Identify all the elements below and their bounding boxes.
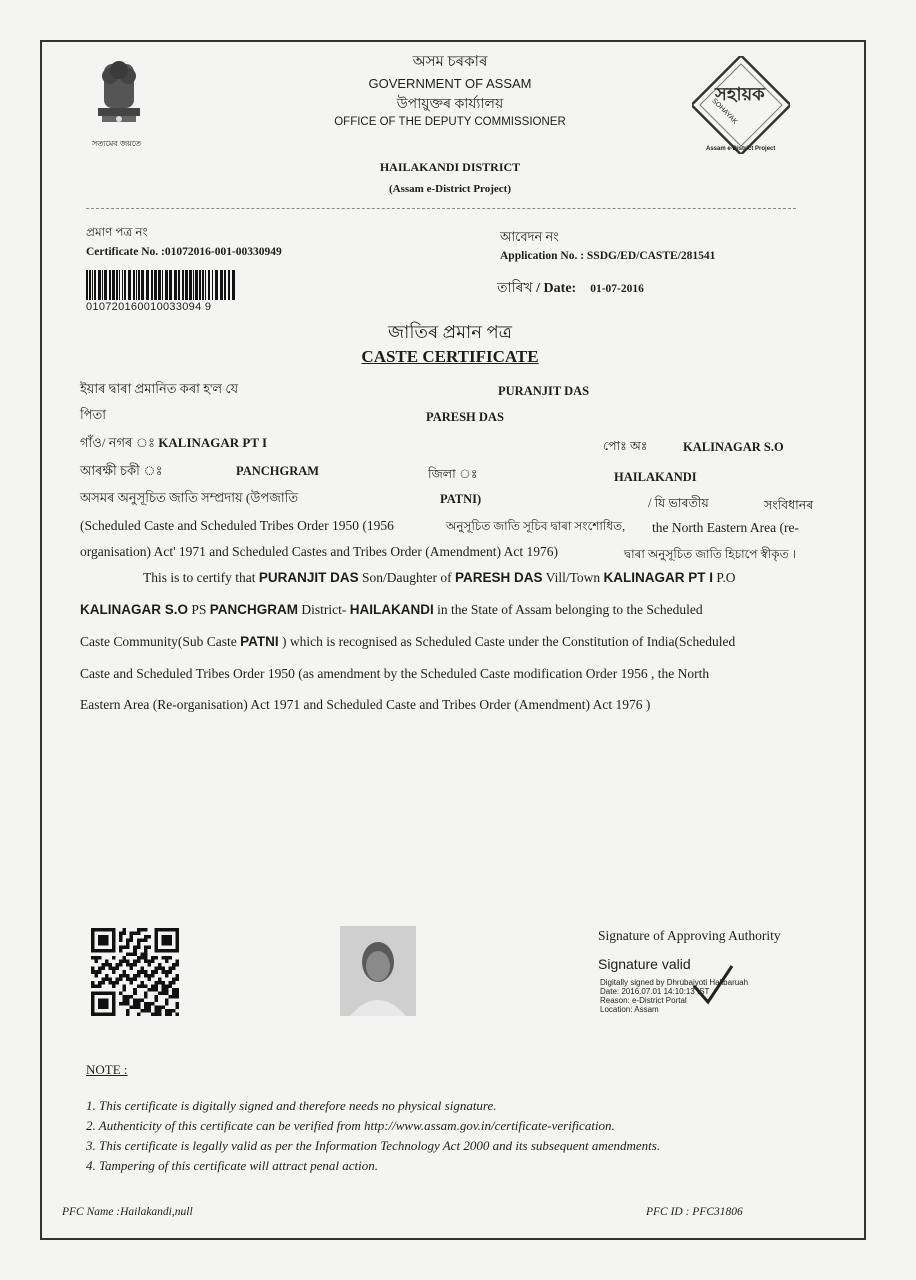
- subcaste-label: অসমৰ অনুসূচিত জাতি সম্প্ৰদায় (উপজাতি: [80, 490, 299, 505]
- emblem-motto: সত্যমেব জয়তে: [92, 139, 142, 148]
- body-line3: Caste Community(Sub Caste PATNI ) which is recognised as Scheduled Caste under the Constitution of India(Scheduled: [80, 634, 736, 649]
- govt-english: GOVERNMENT OF ASSAM: [368, 76, 532, 91]
- body-line5: Eastern Area (Re-organisation) Act 1971 and Scheduled Caste and Tribes Order (Amendment) Act 1976 ): [80, 697, 651, 712]
- ps-value: PANCHGRAM: [236, 464, 320, 478]
- project-title: (Assam e-District Project): [389, 183, 511, 195]
- approving-authority-label: Signature of Approving Authority: [598, 928, 781, 943]
- order-line1c: the North Eastern Area (re-: [652, 520, 799, 535]
- note-4: 4. Tampering of this certificate will attract penal action.: [86, 1158, 379, 1173]
- district-label: জিলা ঃ: [428, 467, 478, 481]
- logo-caption: Assam e-District Project: [706, 146, 776, 152]
- village-field: গাঁও/ নগৰ ঃ KALINAGAR PT I: [80, 435, 268, 450]
- app-no-assamese: আবেদন নং: [500, 229, 559, 244]
- title-assamese: জাতিৰ প্ৰমান পত্ৰ: [388, 322, 512, 342]
- title-english: CASTE CERTIFICATE: [361, 347, 539, 366]
- check-mark-icon: [690, 962, 736, 1008]
- note-2: 2. Authenticity of this certificate can be verified from http://www.assam.gov.in/certificate-verification.: [86, 1118, 615, 1133]
- logo-subtext: SOHAYAK: [710, 97, 739, 126]
- barcode-icon: [86, 270, 236, 300]
- govt-assamese: অসম চৰকাৰ: [412, 54, 488, 70]
- indian-label: / যি ভাৰতীয়: [648, 496, 709, 510]
- po-label: পোঃ অঃ: [603, 439, 648, 453]
- applicant-photo: [340, 926, 416, 1016]
- father-value: PARESH DAS: [426, 410, 504, 424]
- signature-valid: Signature valid: [598, 956, 691, 972]
- logo-text: সহায়ক: [715, 84, 765, 104]
- office-assamese: উপায়ুক্তৰ কাৰ্য্যালয়: [396, 97, 504, 112]
- constitution-label: সংবিধানৰ: [764, 498, 814, 512]
- cert-no-assamese: প্ৰমাণ পত্ৰ নং: [86, 225, 148, 239]
- po-value: KALINAGAR S.O: [683, 440, 784, 454]
- cert-no-field: Certificate No. :01072016-001-00330949: [86, 246, 282, 258]
- pfc-name: PFC Name :Hailakandi,null: [62, 1206, 193, 1218]
- date-field: তাৰিখ / Date: 01-07-2016: [497, 281, 644, 296]
- order-line2b: দ্বাৰা অনুসূচিত জাতি হিচাপে স্বীকৃত ।: [624, 547, 796, 561]
- father-label: পিতা: [80, 407, 107, 422]
- order-line1a: (Scheduled Caste and Scheduled Tribes Order 1950 (1956: [80, 518, 394, 533]
- certify-label: ইয়াৰ দ্বাৰা প্ৰমানিত কৰা হ'ল যে: [80, 381, 239, 396]
- qr-code-icon: [90, 928, 180, 1016]
- app-no-field: Application No. : SSDG/ED/CASTE/281541: [500, 250, 716, 262]
- signature-details: Digitally signed by Dhrubajyoti Halibaruah Date: 2016.07.01 14:10:13 IST Reason: e-District Portal Location: Assam: [600, 978, 749, 1014]
- name-value: PURANJIT DAS: [498, 384, 590, 398]
- ps-label: আৰক্ষী চকী ঃ: [80, 463, 163, 478]
- note-3: 3. This certificate is legally valid as per the Information Technology Act 2000 and its subsequent amendments.: [86, 1138, 661, 1153]
- body-line4: Caste and Scheduled Tribes Order 1950 (as amendment by the Scheduled Caste modification Order 1956 , the North: [80, 666, 710, 681]
- note-1: 1. This certificate is digitally signed and therefore needs no physical signature.: [86, 1098, 497, 1113]
- barcode-number: 010720160010033094 9: [86, 301, 212, 313]
- header-divider: [86, 208, 796, 209]
- order-line2a: organisation) Act' 1971 and Scheduled Castes and Tribes Order (Amendment) Act 1976): [80, 544, 558, 559]
- district-value: HAILAKANDI: [614, 470, 697, 484]
- subcaste-value: PATNI): [440, 492, 482, 506]
- body-line2: KALINAGAR S.O PS PANCHGRAM District- HAILAKANDI in the State of Assam belonging to the Scheduled: [80, 602, 703, 617]
- order-line1b: অনুসূচিত জাতি সূচিব দ্বাৰা সংশোধিত,: [446, 519, 626, 533]
- body-line1: This is to certify that PURANJIT DAS Son/Daughter of PARESH DAS Vill/Town KALINAGAR PT I P.O: [143, 570, 736, 585]
- district-title: HAILAKANDI DISTRICT: [379, 160, 521, 174]
- note-heading: NOTE :: [86, 1062, 128, 1077]
- pfc-id: PFC ID : PFC31806: [646, 1206, 743, 1218]
- office-english: OFFICE OF THE DEPUTY COMMISSIONER: [334, 116, 566, 128]
- ashoka-emblem-icon: [86, 58, 152, 146]
